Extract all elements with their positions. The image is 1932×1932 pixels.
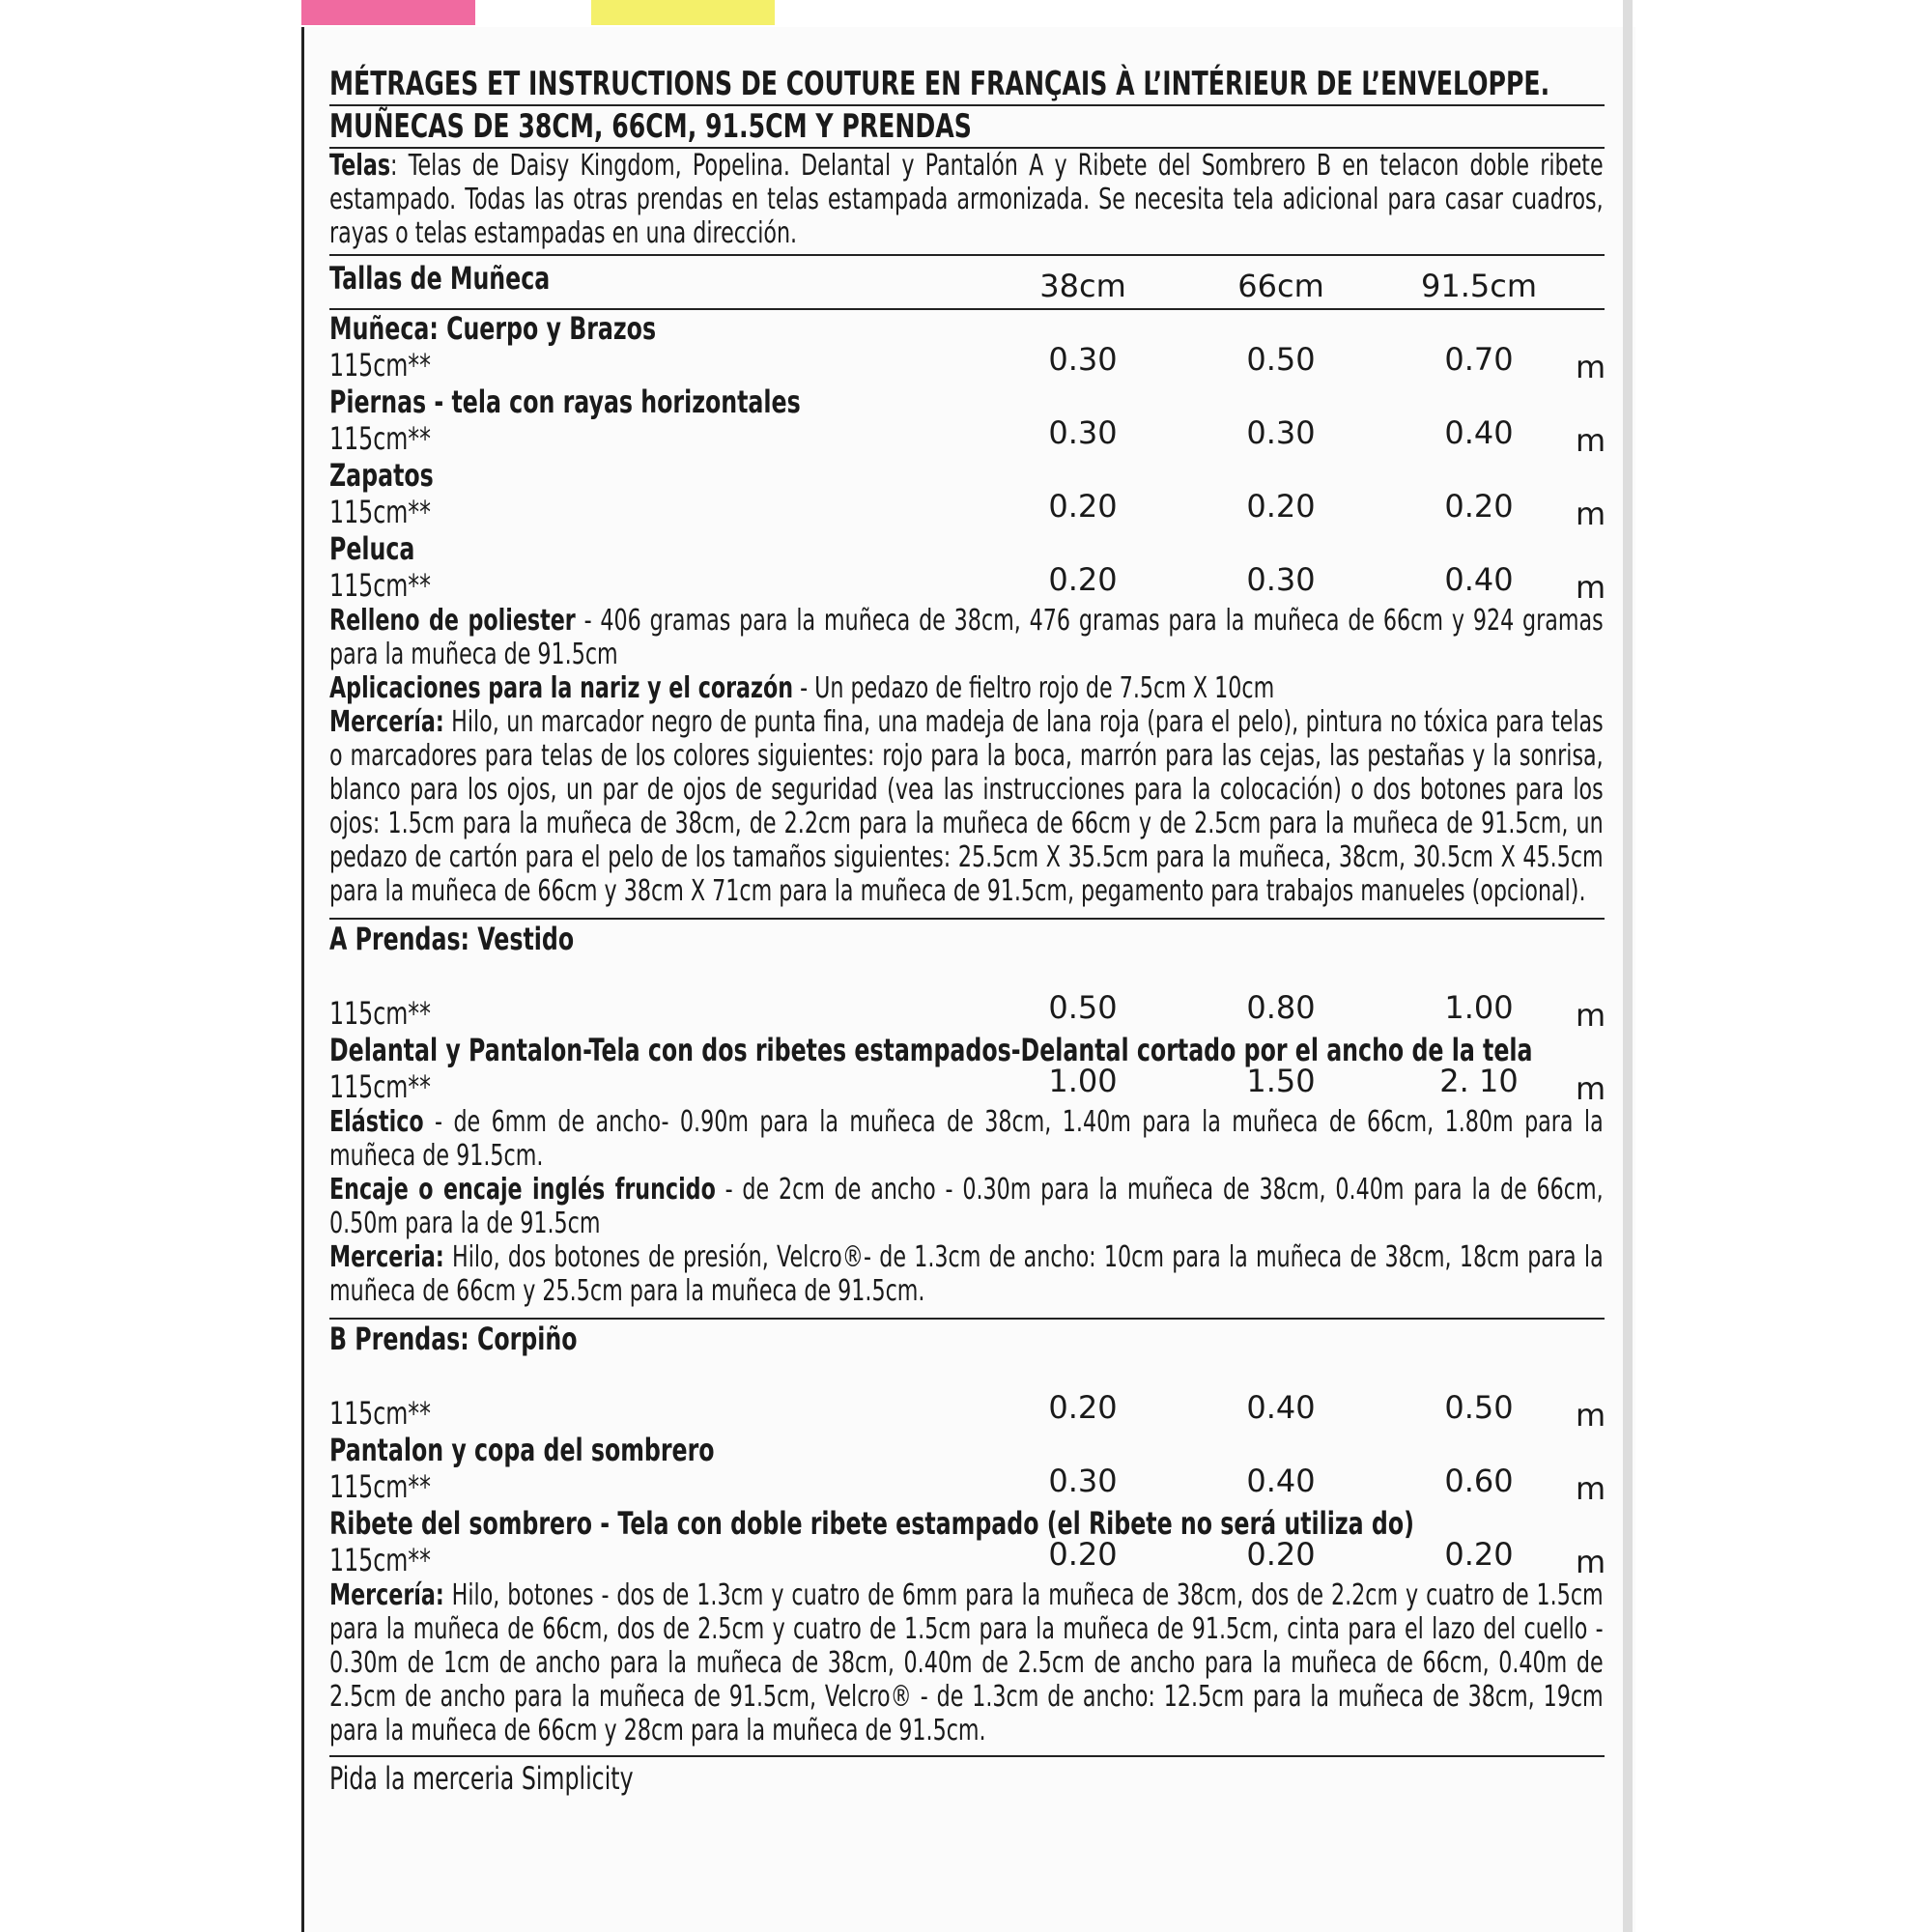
row-label: Ribete del sombrero - Tela con doble ribete estampado (el Ribete no será utiliza do): [329, 1505, 1414, 1542]
fabric-width: 115cm**: [329, 1395, 431, 1432]
note-paragraph: Aplicaciones para la nariz y el corazón - Un pedazo de fieltro rojo de 7.5cm X 10cm: [329, 671, 1275, 705]
section-a-notes: [329, 1105, 1605, 1308]
yardage-row: [329, 958, 1605, 1032]
value-91: 0.40: [1444, 561, 1514, 598]
yardage-row: [329, 457, 1605, 530]
yardage-row: [329, 1432, 1605, 1505]
doll-notes: [329, 604, 1605, 908]
fabric-width: 115cm**: [329, 995, 431, 1032]
value-91: 0.20: [1444, 488, 1514, 525]
value-66: 0.80: [1246, 989, 1316, 1026]
row-label: Peluca: [329, 530, 415, 567]
value-38: 0.20: [1048, 561, 1118, 598]
value-38: 0.20: [1048, 1389, 1118, 1426]
section-b-table: [329, 1358, 1605, 1578]
value-66: 0.30: [1246, 561, 1316, 598]
size-38: 38cm: [1039, 268, 1126, 304]
value-66: 0.20: [1246, 1536, 1316, 1573]
section-a-table: [329, 958, 1605, 1105]
value-91: 0.40: [1444, 414, 1514, 451]
value-38: 0.30: [1048, 414, 1118, 451]
section-b-notes: [329, 1578, 1605, 1747]
value-91: 0.60: [1444, 1463, 1514, 1499]
yardage-row: [329, 1032, 1605, 1105]
value-38: 0.50: [1048, 989, 1118, 1026]
unit: m: [1576, 997, 1606, 1034]
yardage-row: [329, 1505, 1605, 1578]
value-66: 0.30: [1246, 414, 1316, 451]
unit: m: [1576, 569, 1606, 606]
row-label: Delantal y Pantalon-Tela con dos ribetes estampados-Delantal cortado por el ancho de la tela: [329, 1032, 1533, 1068]
row-label: Muñeca: Cuerpo y Brazos: [329, 310, 657, 347]
value-66: 0.50: [1246, 341, 1316, 378]
section-a-title: A Prendas: Vestido: [329, 918, 1605, 958]
yardage-row: [329, 384, 1605, 457]
fabric-width: 115cm**: [329, 347, 431, 384]
unit: m: [1576, 1070, 1606, 1107]
size-header-label: Tallas de Muñeca: [329, 260, 551, 297]
value-91: 2. 10: [1439, 1063, 1519, 1099]
value-66: 0.40: [1246, 1463, 1316, 1499]
fabric-width: 115cm**: [329, 420, 431, 457]
yardage-row: [329, 310, 1605, 384]
pink-strip: [301, 0, 475, 25]
content: [329, 64, 1605, 1800]
value-66: 0.20: [1246, 488, 1316, 525]
sheet-edge: [1623, 0, 1633, 1932]
value-66: 0.40: [1246, 1389, 1316, 1426]
yardage-row: [329, 1358, 1605, 1432]
note-paragraph: Merceria: Hilo, dos botones de presión, Velcro®- de 1.3cm de ancho: 10cm para la muñeca de 38cm, 18cm para la muñeca de 66cm y 25.5cm para la muñeca de 91.5cm.: [329, 1240, 1604, 1308]
doll-yardage-table: [329, 310, 1605, 604]
unit: m: [1576, 496, 1606, 532]
page-title: MUÑECAS DE 38CM, 66CM, 91.5CM Y PRENDAS: [329, 106, 1605, 149]
value-38: 0.20: [1048, 488, 1118, 525]
note-paragraph: Mercería: Hilo, botones - dos de 1.3cm y cuatro de 6mm para la muñeca de 38cm, dos de 2.2cm y cuatro de 1.5cm para la muñeca de 66cm, dos de 2.5cm y cuatro de 1.5cm para la muñeca de 91.5cm, cinta para el lazo del cuello - 0.30m de 1cm de ancho para la muñeca de 38cm, 0.40m de 2.5cm de ancho para la muñeca de 66cm, 0.40m de 2.5cm de ancho para la muñeca de 91.5cm, Velcro® - de 1.3cm de ancho: 12.5cm para la muñeca de 38cm, 19cm para la muñeca de 66cm y 28cm para la muñeca de 91.5cm.: [329, 1578, 1604, 1747]
unit: m: [1576, 349, 1606, 385]
french-note: MÉTRAGES ET INSTRUCTIONS DE COUTURE EN FRANÇAIS À L’INTÉRIEUR DE L’ENVELOPPE.: [329, 64, 1605, 106]
unit: m: [1576, 422, 1606, 459]
note-paragraph: Mercería: Hilo, un marcador negro de punta fina, una madeja de lana roja (para el pelo), pintura no tóxica para telas o marcadores para telas de los colores siguientes: rojo para la boca, marrón para las cejas, las pestañas y la sonrisa, blanco para los ojos, un par de ojos de seguridad (vea las instrucciones para la colocación) o dos botones para los ojos: 1.5cm para la muñeca de 38cm, de 2.2cm para la muñeca de 66cm y de 2.5cm para la muñeca de 91.5cm, un pedazo de cartón para el pelo de los tamaños siguientes: 25.5cm X 35.5cm para la muñeca, 38cm, 30.5cm X 45.5cm para la muñeca de 66cm y 38cm X 71cm para la muñeca de 91.5cm, pegamento para trabajos manueles (opcional).: [329, 705, 1604, 908]
size-91: 91.5cm: [1421, 268, 1538, 304]
unit: m: [1576, 1397, 1606, 1434]
value-38: 1.00: [1048, 1063, 1118, 1099]
row-label: Pantalon y copa del sombrero: [329, 1432, 715, 1468]
fabrics-paragraph: Telas: Telas de Daisy Kingdom, Popelina. Delantal y Pantalón A y Ribete del Sombrero B en telacon doble ribete estampado. Todas las otras prendas en telas estampada armonizada. Se necesita tela adicional para casar cuadros, rayas o telas estampadas en una dirección.: [329, 149, 1605, 256]
yellow-strip: [591, 0, 775, 25]
fabric-width: 115cm**: [329, 1068, 431, 1105]
yardage-row: [329, 530, 1605, 604]
fabric-width: 115cm**: [329, 1542, 431, 1578]
value-38: 0.20: [1048, 1536, 1118, 1573]
size-66: 66cm: [1237, 268, 1324, 304]
row-label: Piernas - tela con rayas horizontales: [329, 384, 801, 420]
note-paragraph: Elástico - de 6mm de ancho- 0.90m para la muñeca de 38cm, 1.40m para la muñeca de 66cm, 1.80m para la muñeca de 91.5cm.: [329, 1105, 1604, 1173]
row-label: Zapatos: [329, 457, 434, 494]
value-91: 0.50: [1444, 1389, 1514, 1426]
note-paragraph: Relleno de poliester - 406 gramas para la muñeca de 38cm, 476 gramas para la muñeca de 66cm y 924 gramas para la muñeca de 91.5cm: [329, 604, 1604, 671]
value-66: 1.50: [1246, 1063, 1316, 1099]
footer: Pida la merceria Simplicity: [329, 1755, 1605, 1800]
unit: m: [1576, 1470, 1606, 1507]
value-91: 1.00: [1444, 989, 1514, 1026]
pattern-envelope-back: [301, 27, 1635, 1932]
note-paragraph: Encaje o encaje inglés fruncido - de 2cm de ancho - 0.30m para la muñeca de 38cm, 0.40m para la de 66cm, 0.50m para la de 91.5cm: [329, 1173, 1604, 1240]
value-38: 0.30: [1048, 1463, 1118, 1499]
value-38: 0.30: [1048, 341, 1118, 378]
section-b-title: B Prendas: Corpiño: [329, 1318, 1605, 1358]
fabric-width: 115cm**: [329, 1468, 431, 1505]
size-header: [329, 256, 1605, 310]
fabric-width: 115cm**: [329, 567, 431, 604]
fabric-width: 115cm**: [329, 494, 431, 530]
value-91: 0.20: [1444, 1536, 1514, 1573]
value-91: 0.70: [1444, 341, 1514, 378]
unit: m: [1576, 1544, 1606, 1580]
